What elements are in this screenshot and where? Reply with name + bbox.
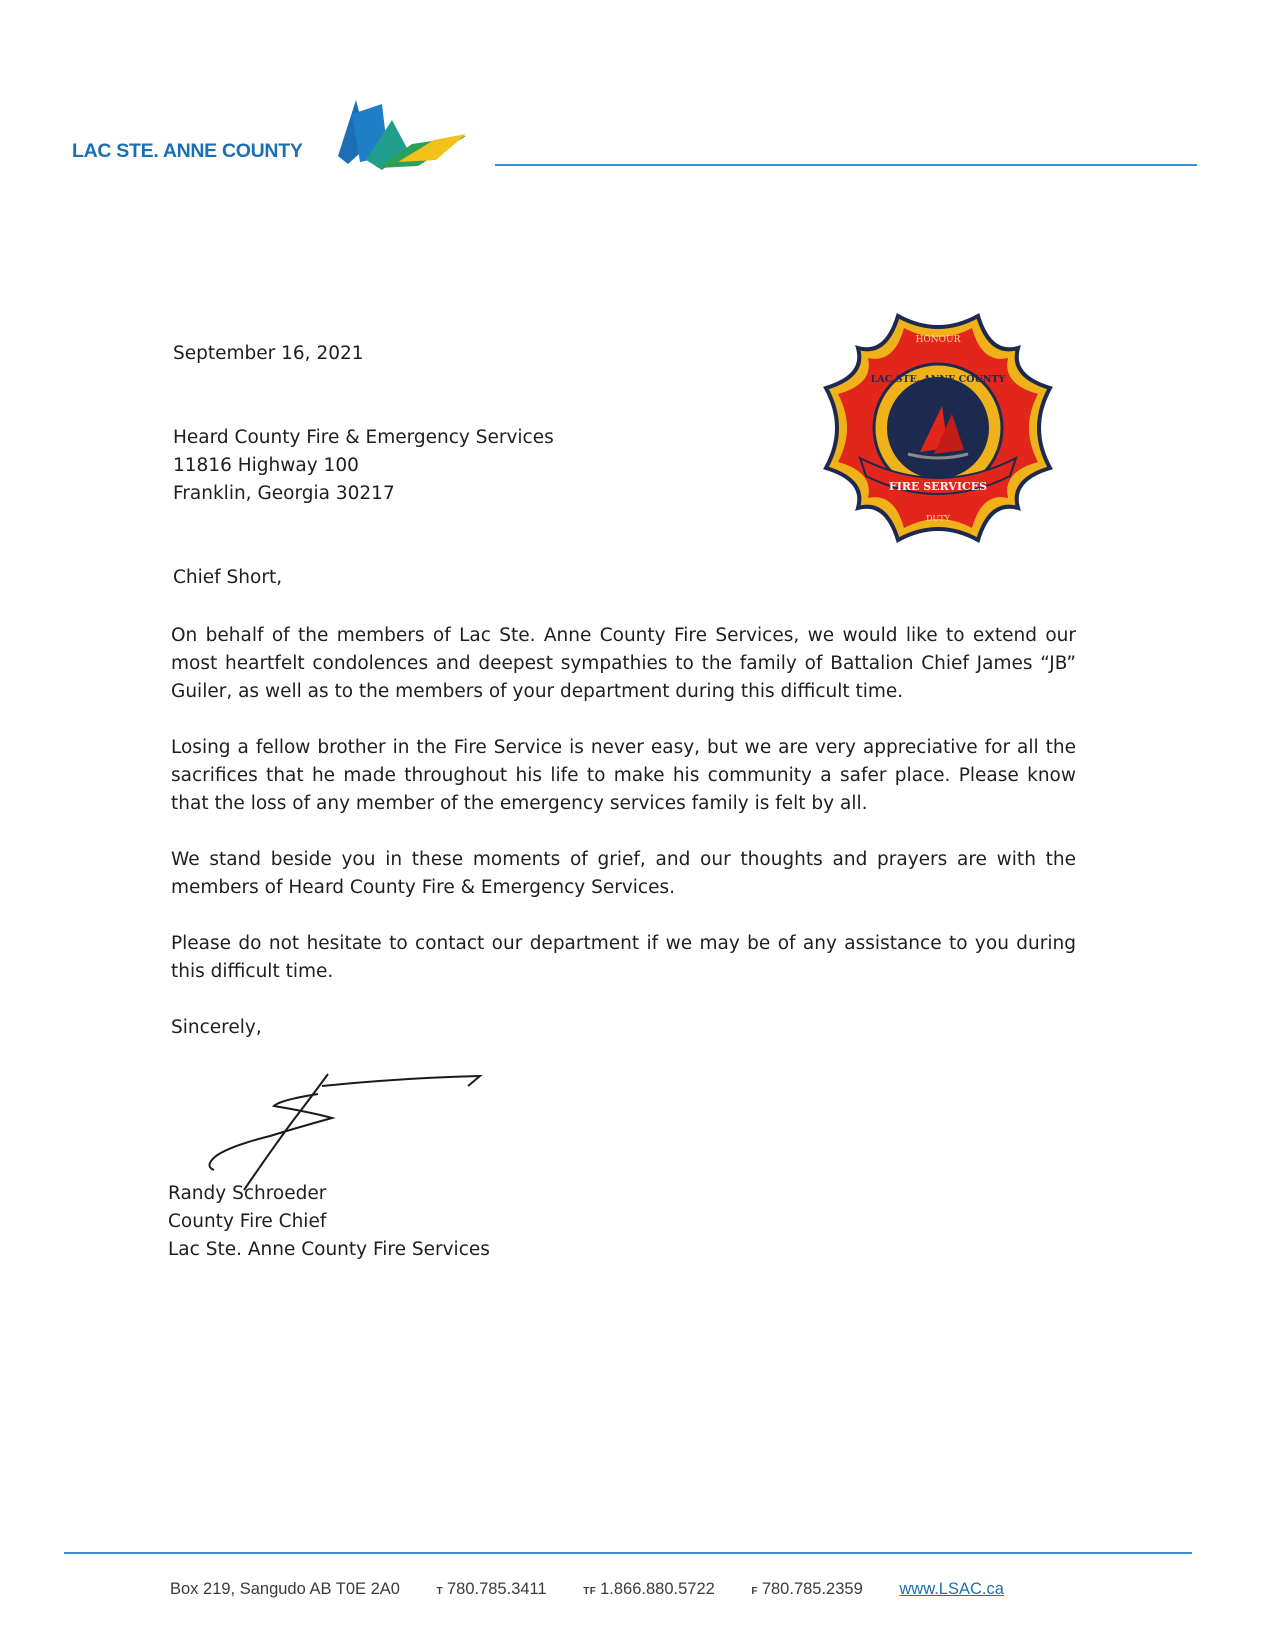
body-paragraph-2: Losing a fellow brother in the Fire Service is never easy, but we are very appreciative for all the sacrifices that he made throughout his life to make his community a safer place. Please know that the loss of any member of the emergency services family is felt by all. xyxy=(171,737,1076,814)
header-divider xyxy=(495,164,1197,166)
phone-number: 780.785.3411 xyxy=(446,1580,547,1598)
footer-contact xyxy=(170,1580,1004,1599)
letter-date: September 16, 2021 xyxy=(173,343,364,364)
recipient-address xyxy=(173,424,554,508)
footer-divider xyxy=(64,1552,1192,1554)
handwritten-signature xyxy=(200,1066,500,1196)
footer-phone xyxy=(437,1580,547,1598)
tollfree-number: 1.866.880.5722 xyxy=(600,1580,715,1598)
recipient-line-2: 11816 Highway 100 xyxy=(173,455,359,476)
footer-fax xyxy=(751,1580,862,1598)
crest-bottom-text: DUTY xyxy=(926,514,950,523)
signer-title: County Fire Chief xyxy=(168,1211,327,1232)
signature-block xyxy=(168,1180,490,1264)
recipient-line-3: Franklin, Georgia 30217 xyxy=(173,483,395,504)
phone-label: T xyxy=(436,1586,443,1597)
organization-wordmark: LAC STE. ANNE COUNTY xyxy=(72,140,303,162)
signer-name: Randy Schroeder xyxy=(168,1183,327,1204)
footer-address: Box 219, Sangudo AB T0E 2A0 xyxy=(170,1580,400,1598)
footer-tollfree xyxy=(583,1580,715,1598)
recipient-line-1: Heard County Fire & Emergency Services xyxy=(173,427,554,448)
fax-label: F xyxy=(751,1586,758,1597)
crest-ring-top-text: LAC STE. ANNE COUNTY xyxy=(870,374,1006,385)
crest-top-text: HONOUR xyxy=(915,335,961,345)
salutation: Chief Short, xyxy=(173,567,283,588)
body-paragraph-3: We stand beside you in these moments of grief, and our thoughts and prayers are with the members of Heard County Fire & Emergency Services. xyxy=(171,849,1076,898)
body-paragraph-4: Please do not hesitate to contact our department if we may be of any assistance to you during this difficult time. xyxy=(171,933,1076,982)
crest-ring-bottom-text: FIRE SERVICES xyxy=(888,480,988,493)
signer-organization: Lac Ste. Anne County Fire Services xyxy=(168,1239,490,1260)
website-link[interactable]: www.LSAC.ca xyxy=(899,1580,1004,1598)
body-paragraph-1: On behalf of the members of Lac Ste. Anne County Fire Services, we would like to extend our most heartfelt condolences and deepest sympathies to the family of Battalion Chief James “JB” Guiler, as well as to the members of your department during this difficult time. xyxy=(171,625,1076,702)
fax-number: 780.785.2359 xyxy=(761,1580,863,1598)
county-logo-icon xyxy=(338,100,466,176)
tollfree-label: TF xyxy=(583,1586,597,1597)
fire-services-crest-icon xyxy=(822,312,1054,544)
closing: Sincerely, xyxy=(171,1017,262,1038)
